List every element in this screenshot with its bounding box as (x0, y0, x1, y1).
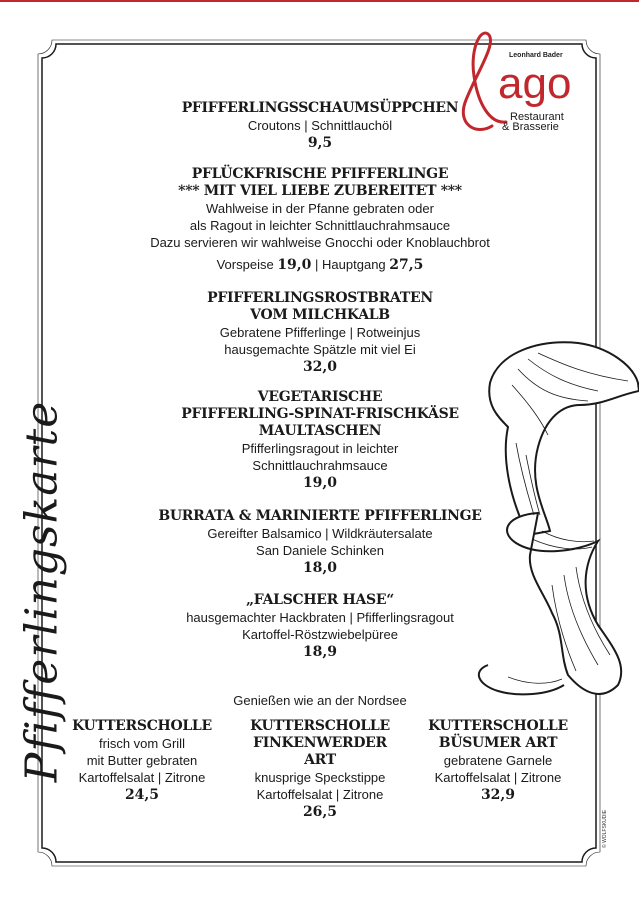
dish-description: Gereifter Balsamico | Wildkräutersalate (207, 526, 433, 541)
dish-title: MAULTASCHEN (258, 423, 382, 439)
dish-description: Kartoffel-Röstzwiebelpüree (242, 627, 398, 642)
dish-title: „FALSCHER HASE“ (246, 592, 394, 608)
dish-title: PFIFFERLINGSROSTBRATEN (207, 290, 433, 306)
dish-title: PFIFFERLINGSSCHAUMSÜPPCHEN (181, 100, 459, 116)
dish-description: Wahlweise in der Pfanne gebraten oder (206, 201, 434, 216)
dish-description: Kartoffelsalat | Zitrone (434, 770, 562, 785)
dish-title: KUTTERSCHOLLE (250, 718, 390, 734)
menu-script-title: Pfifferlingskarte (16, 400, 68, 783)
dish-title: VEGETARISCHE (257, 389, 383, 405)
dish-description: San Daniele Schinken (256, 543, 384, 558)
copyright-note: © WOLFSKUDIE (602, 809, 608, 848)
starter-label: Vorspeise (216, 257, 274, 272)
dish-title: PFLÜCKFRISCHE PFIFFERLINGE (191, 166, 449, 182)
section-heading: Genießen wie an der Nordsee (233, 693, 407, 708)
dish-price: 24,5 (124, 787, 160, 803)
dish-title: PFIFFERLING-SPINAT-FRISCHKÄSE (181, 406, 459, 422)
north-sea-item-2 (240, 718, 400, 821)
dish-description: Pfifferlingsragout in leichter (241, 441, 399, 456)
dish-title-sub: *** MIT VIEL LIEBE ZUBEREITET *** (178, 183, 462, 199)
logo-subtitle-2: & Brasserie (502, 121, 559, 133)
dish-price: 32,0 (302, 359, 338, 375)
logo-wordmark: ago (498, 59, 572, 108)
logo-owner: Leonhard Bader (509, 52, 563, 59)
starter-price: 19,0 (277, 257, 312, 273)
dish-description: Kartoffelsalat | Zitrone (78, 770, 206, 785)
dish-2 (80, 166, 560, 274)
dish-title: FINKENWERDER ART (253, 735, 387, 768)
north-sea-item-1 (62, 718, 222, 804)
dish-title: BÜSUMER ART (438, 735, 558, 751)
dish-title: KUTTERSCHOLLE (428, 718, 568, 734)
dish-description: Gebratene Pfifferlinge | Rotweinjus (219, 325, 421, 340)
dish-price: 9,5 (307, 135, 333, 151)
north-sea-item-3 (418, 718, 578, 804)
dish-title: VOM MILCHKALB (250, 307, 390, 323)
dish-description: hausgemachte Spätzle mit viel Ei (224, 342, 416, 357)
dish-description: Dazu servieren wir wahlweise Gnocchi oder Knoblauchbrot (150, 235, 490, 250)
dish-price: 19,0 (302, 475, 338, 491)
dish-description: mit Butter gebraten (86, 753, 198, 768)
dish-price: 32,9 (480, 787, 516, 803)
dish-title: KUTTERSCHOLLE (72, 718, 212, 734)
dish-price: 26,5 (302, 804, 338, 820)
dish-6 (100, 592, 540, 661)
logo-subtitle-1: Restaurant (510, 111, 564, 123)
dish-description: frisch vom Grill (99, 736, 185, 751)
dish-description: knusprige Speckstippe (254, 770, 386, 785)
dish-description: gebratene Garnele (443, 753, 553, 768)
dish-description: als Ragout in leichter Schnittlauchrahmsauce (189, 218, 451, 233)
dish-3 (100, 290, 540, 376)
dish-4 (100, 389, 540, 492)
dish-price: 18,0 (302, 560, 338, 576)
dish-price-line: Vorspeise 19,0 | Hauptgang 27,5 (216, 257, 424, 273)
dish-1 (100, 100, 540, 152)
dish-5 (100, 508, 540, 577)
dish-description: Schnittlauchrahmsauce (252, 458, 388, 473)
dish-description: Croutons | Schnittlauchöl (247, 118, 393, 133)
main-price: 27,5 (389, 257, 424, 273)
dish-title: BURRATA & MARINIERTE PFIFFERLINGE (158, 508, 482, 524)
dish-description: hausgemachter Hackbraten | Pfifferlingsragout (186, 610, 454, 625)
dish-description: Kartoffelsalat | Zitrone (256, 787, 384, 802)
dish-price: 18,9 (302, 644, 338, 660)
main-label: Hauptgang (322, 257, 386, 272)
